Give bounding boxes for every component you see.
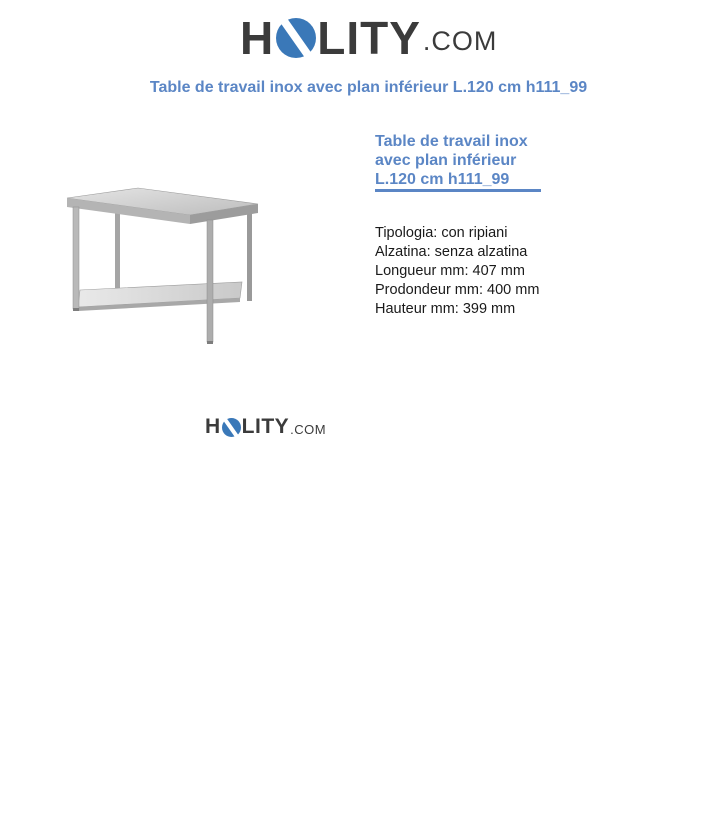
spec-alzatina: Alzatina: senza alzatina xyxy=(375,244,528,260)
page-title: Table de travail inox avec plan inférieur L.120 cm h111_99 xyxy=(149,79,588,96)
holity-logo-small xyxy=(205,413,326,441)
spec-longueur: Longueur mm: 407 mm xyxy=(375,263,525,279)
product-image xyxy=(20,170,295,360)
logo-domain: .COM xyxy=(290,422,327,437)
spec-tipologia: Tipologia: con ripiani xyxy=(375,225,508,241)
spec-hauteur: Hauteur mm: 399 mm xyxy=(375,301,516,317)
logo-letter-h: H xyxy=(240,12,275,64)
logo-domain: .COM xyxy=(422,26,498,56)
logo-letters: LITY xyxy=(317,12,421,64)
logo-o-icon xyxy=(222,418,241,437)
spec-profondeur: Prodondeur mm: 400 mm xyxy=(375,282,540,298)
product-name: Table de travail inox avec plan inférieur L.120 cm h111_99 xyxy=(375,132,541,192)
logo-letters: LITY xyxy=(241,415,290,438)
holity-logo xyxy=(240,12,497,64)
spec-list xyxy=(375,224,539,319)
logo-o-icon xyxy=(276,18,316,58)
logo-letter-h: H xyxy=(205,415,221,438)
